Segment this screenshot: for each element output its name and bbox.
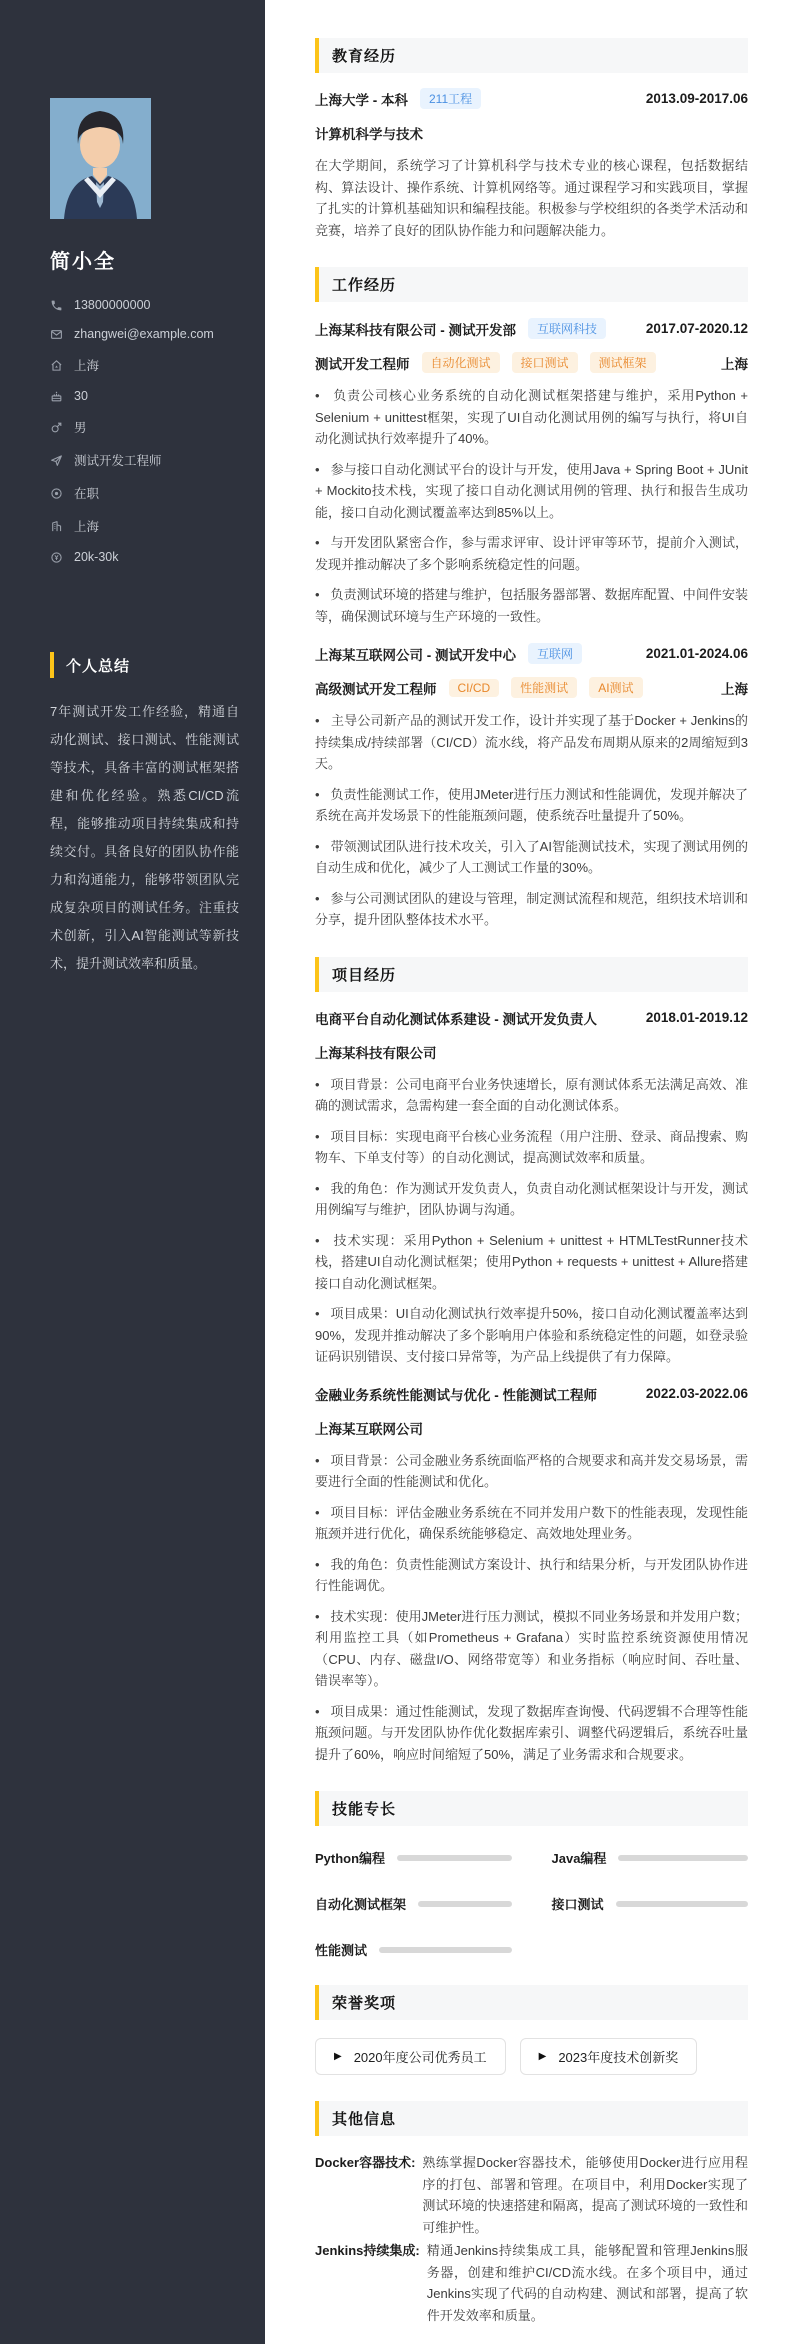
mail-icon: [50, 328, 63, 341]
bullet-item: • 项目目标：实现电商平台核心业务流程（用户注册、登录、商品搜索、购物车、下单支付等）的自动化测试，提高测试效率和质量。: [315, 1126, 748, 1169]
section-title: 项目经历: [332, 966, 397, 984]
status-icon: [50, 487, 63, 500]
bullet-item: • 技术实现：采用Python + Selenium + unittest + HTMLTestRunner技术栈，搭建UI自动化测试框架；使用Python + requests + unittest + Allure搭建接口自动化测试框架。: [315, 1230, 748, 1295]
bullet-item: • 我的角色：作为测试开发负责人，负责自动化测试框架设计与开发，测试用例编写与维护，团队协调与沟通。: [315, 1178, 748, 1221]
section-header-skills: [315, 1791, 748, 1826]
bullet-item: • 带领测试团队进行技术攻关，引入了AI智能测试技术，实现了测试用例的自动生成和优化，减少了人工测试工作量的30%。: [315, 836, 748, 879]
contact-salary-text: 20k-30k: [74, 550, 119, 564]
work-entry-head: [315, 318, 748, 339]
work-location: 上海: [721, 681, 748, 697]
bullet-item: • 项目背景：公司电商平台业务快速增长，原有测试体系无法满足高效、准确的测试需求，急需构建一套全面的自动化测试体系。: [315, 1074, 748, 1117]
company-name: 上海某互联网公司 - 测试开发中心: [315, 647, 516, 663]
play-icon: ▶: [334, 2050, 342, 2062]
bullet-item: • 负责测试环境的搭建与维护，包括服务器部署、数据库配置、中间件安装等，确保测试环境与生产环境的一致性。: [315, 584, 748, 627]
section-header-education: [315, 38, 748, 73]
section-header-projects: [315, 957, 748, 992]
education-school: 上海大学 - 本科: [315, 92, 408, 108]
other-info-label: Docker容器技术:: [315, 2155, 416, 2170]
contact-job-title: [50, 451, 239, 469]
other-info-item: [315, 2240, 748, 2326]
bullet-item: • 参与公司测试团队的建设与管理，制定测试流程和规范，组织技术培训和分享，提升团队整体技术水平。: [315, 888, 748, 931]
skill-name: 性能测试: [315, 1943, 368, 1958]
skill-tag: 性能测试: [511, 677, 577, 698]
section-header-honors: [315, 1985, 748, 2020]
bullet-item: • 负责性能测试工作，使用JMeter进行压力测试和性能调优，发现并解决了系统在高并发场景下的性能瓶颈问题，使系统吞吐量提升了50%。: [315, 784, 748, 827]
skills-grid: [315, 1848, 748, 1959]
other-info-item: [315, 2152, 748, 2238]
contact-status: [50, 484, 239, 502]
summary-section-header: [50, 652, 239, 678]
industry-badge: 互联网: [528, 643, 582, 664]
bullet-item: • 参与接口自动化测试平台的设计与开发，使用Java + Spring Boot + JUnit + Mockito技术栈，实现了接口自动化测试用例的管理、执行和报告生成功能，接口自动化测试覆盖率达到85%以上。: [315, 459, 748, 524]
work-location: 上海: [721, 356, 748, 372]
project-entry: [315, 1008, 748, 1368]
contact-phone-text: 13800000000: [74, 298, 151, 312]
summary-text: 7年测试开发工作经验，精通自动化测试、接口测试、性能测试等技术，具备丰富的测试框架搭建和优化经验。熟悉CI/CD流程，能够推动项目持续集成和持续交付。具备良好的团队协作能力和沟通能力，能够带领团队完成复杂项目的测试任务。注重技术创新，引入AI智能测试等新技术，提升测试效率和质量。: [50, 704, 239, 971]
contact-salary: [50, 550, 239, 564]
profile-photo-illustration: [50, 98, 151, 219]
honor-chip: [520, 2038, 698, 2075]
skill-name: 自动化测试框架: [315, 1897, 407, 1912]
project-date: 2018.01-2019.12: [645, 1010, 748, 1025]
contact-age: [50, 389, 239, 403]
project-bullets: [315, 1450, 748, 1766]
section-header-work: [315, 267, 748, 302]
project-title: 电商平台自动化测试体系建设 - 测试开发负责人: [315, 1011, 597, 1027]
work-entry: [315, 318, 748, 627]
other-info-text: 熟练掌握Docker容器技术，能够使用Docker进行应用程序的打包、部署和管理。在项目中，利用Docker实现了测试环境的快速搭建和隔离，提高了测试环境的一致性和可维护性。: [422, 2155, 748, 2235]
skill-name: Java编程: [551, 1851, 607, 1866]
education-badge: 211工程: [420, 88, 481, 109]
other-info-list: [315, 2152, 748, 2326]
section-title: 荣誉奖项: [332, 1995, 397, 2012]
honor-label: 2023年度技术创新奖: [558, 2050, 679, 2065]
phone-icon: [50, 299, 63, 312]
work-role-row: [315, 352, 748, 373]
sidebar: [0, 0, 265, 2344]
contact-status-text: 在职: [74, 487, 100, 501]
bullet-item: • 项目目标：评估金融业务系统在不同并发用户数下的性能表现，发现性能瓶颈并进行优化，确保系统能够稳定、高效地处理业务。: [315, 1502, 748, 1545]
contact-phone: [50, 298, 239, 312]
salary-icon: [50, 551, 63, 564]
skill-row: [552, 1848, 749, 1867]
skill-row: [315, 1894, 512, 1913]
role-title: 高级测试开发工程师: [315, 681, 437, 697]
education-major: 计算机科学与技术: [315, 127, 423, 142]
summary-title: 个人总结: [66, 657, 131, 675]
contact-gender-text: 男: [74, 421, 87, 435]
company-name: 上海某科技有限公司 - 测试开发部: [315, 322, 516, 338]
profile-photo: [50, 98, 151, 219]
project-company: 上海某互联网公司: [315, 1421, 423, 1437]
other-info-text: 精通Jenkins持续集成工具，能够配置和管理Jenkins服务器，创建和维护CI/CD流水线。在多个项目中，通过Jenkins实现了代码的自动构建、测试和部署，提高了软件开发效率和质量。: [426, 2243, 748, 2323]
section-header-other: [315, 2101, 748, 2136]
education-description: 在大学期间，系统学习了计算机科学与技术专业的核心课程，包括数据结构、算法设计、操作系统、计算机网络等。通过课程学习和实践项目，掌握了扎实的计算机基础知识和编程技能。积极参与学校组织的各类学术活动和竞赛，培养了良好的团队协作能力和问题解决能力。: [315, 158, 748, 238]
skill-name: 接口测试: [551, 1897, 604, 1912]
bullet-item: • 技术实现：使用JMeter进行压力测试，模拟不同业务场景和并发用户数；利用监控工具（如Prometheus + Grafana）实时监控系统资源使用情况（CPU、内存、磁盘I/O、网络带宽等）和业务指标（响应时间、吞吐量、错误率等）。: [315, 1606, 748, 1692]
contact-work-city-text: 上海: [74, 520, 100, 534]
bullet-item: • 负责公司核心业务系统的自动化测试框架搭建与维护，采用Python + Selenium + unittest框架，实现了UI自动化测试用例的编写与执行，将UI自动化测试执行效率提升了40%。: [315, 385, 748, 450]
contact-age-text: 30: [74, 389, 88, 403]
project-entry: [315, 1384, 748, 1766]
work-bullets: [315, 385, 748, 627]
skill-tag: 接口测试: [512, 352, 578, 373]
contact-email-text: zhangwei@example.com: [74, 327, 214, 341]
section-title: 其他信息: [332, 2111, 397, 2128]
skill-tag: 测试框架: [590, 352, 656, 373]
honor-list: [315, 2038, 748, 2075]
project-bullets: [315, 1074, 748, 1368]
work-date: 2017.07-2020.12: [645, 321, 748, 336]
resume-content: [265, 0, 794, 2344]
skill-tag: CI/CD: [449, 679, 500, 697]
other-info-label: Jenkins持续集成:: [315, 2243, 420, 2258]
home-icon: [50, 359, 63, 372]
project-entry-head: [315, 1008, 748, 1028]
honor-label: 2020年度公司优秀员工: [353, 2050, 487, 2065]
contact-city: [50, 356, 239, 374]
bullet-item: • 与开发团队紧密合作，参与需求评审、设计评审等环节，提前介入测试，发现并推动解决了多个影响系统稳定性的问题。: [315, 532, 748, 575]
work-entry-head: [315, 643, 748, 664]
contact-gender: [50, 418, 239, 436]
bullet-item: • 项目背景：公司金融业务系统面临严格的合规要求和高并发交易场景，需要进行全面的性能测试和优化。: [315, 1450, 748, 1493]
contact-list: [50, 298, 239, 564]
contact-work-city: [50, 517, 239, 535]
section-title: 工作经历: [332, 277, 397, 294]
section-title: 技能专长: [332, 1801, 397, 1818]
skill-progress-track: [418, 1901, 511, 1907]
project-company: 上海某科技有限公司: [315, 1045, 437, 1061]
work-role-row: [315, 677, 748, 698]
skill-progress-track: [616, 1901, 748, 1907]
skill-progress-track: [618, 1855, 748, 1861]
project-title: 金融业务系统性能测试与优化 - 性能测试工程师: [315, 1387, 597, 1403]
bullet-item: • 我的角色：负责性能测试方案设计、执行和结果分析，与开发团队协作进行性能调优。: [315, 1554, 748, 1597]
project-entry-head: [315, 1384, 748, 1404]
skill-tag: AI测试: [589, 677, 642, 698]
skill-row: [315, 1940, 512, 1959]
bullet-item: • 项目成果：UI自动化测试执行效率提升50%，接口自动化测试覆盖率达到90%，发现并推动解决了多个影响用户体验和系统稳定性的问题，如登录验证码识别错误、支付接口异常等，为产品上线提供了有力保障。: [315, 1303, 748, 1368]
bullet-item: • 项目成果：通过性能测试，发现了数据库查询慢、代码逻辑不合理等性能瓶颈问题。与开发团队协作优化数据库索引、调整代码逻辑后，系统吞吐量提升了60%，响应时间缩短了50%，满足了业务需求和合规要求。: [315, 1701, 748, 1766]
skill-progress-track: [397, 1855, 511, 1861]
education-entry-head: [315, 88, 748, 109]
role-title: 测试开发工程师: [315, 356, 410, 372]
skill-row: [315, 1848, 512, 1867]
skill-tag: 自动化测试: [422, 352, 500, 373]
work-entry: [315, 643, 748, 931]
work-date: 2021.01-2024.06: [645, 646, 748, 661]
age-cake-icon: [50, 390, 63, 403]
play-icon: ▶: [538, 2050, 547, 2062]
project-date: 2022.03-2022.06: [645, 1386, 748, 1401]
skill-row: [552, 1894, 749, 1913]
gender-icon: [50, 421, 63, 434]
education-date: 2013.09-2017.06: [645, 91, 748, 106]
person-name: 简小全: [50, 251, 116, 273]
work-bullets: [315, 710, 748, 931]
skill-name: Python编程: [315, 1851, 386, 1866]
bullet-item: • 主导公司新产品的测试开发工作，设计并实现了基于Docker + Jenkins的持续集成/持续部署（CI/CD）流水线，将产品发布周期从原来的2周缩短到3天。: [315, 710, 748, 775]
send-job-icon: [50, 454, 63, 467]
industry-badge: 互联网科技: [528, 318, 606, 339]
building-icon: [50, 520, 63, 533]
section-title: 教育经历: [332, 48, 397, 65]
contact-city-text: 上海: [74, 359, 100, 373]
contact-email: [50, 327, 239, 341]
honor-chip: [315, 2038, 506, 2075]
contact-job-title-text: 测试开发工程师: [74, 454, 162, 468]
